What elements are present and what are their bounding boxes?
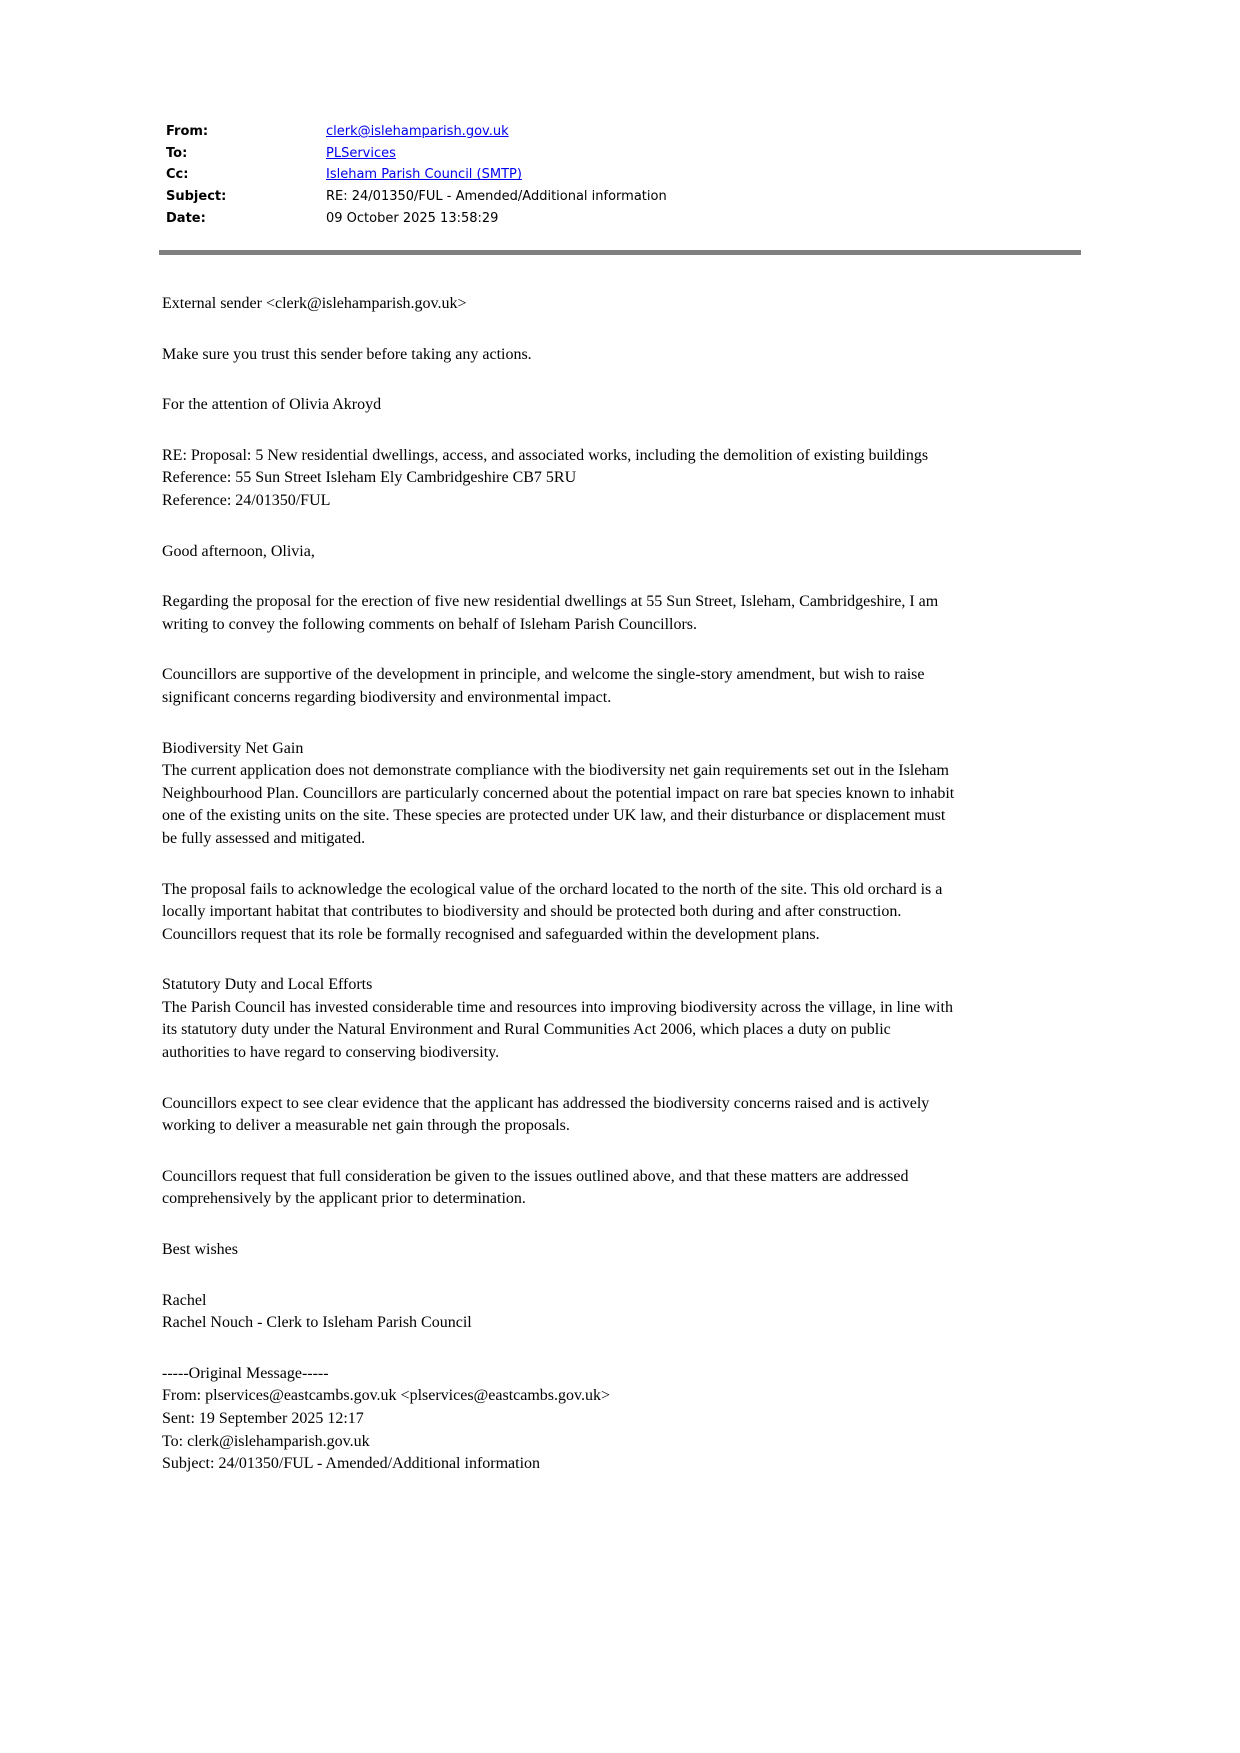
signoff-line [162, 1239, 962, 1262]
body-line: The Parish Council has invested considerable time and resources into improving biodiversity across the village, in line with its statutory duty under the Natural Environment and Rural Communities Act 2006, which places a duty on public authorities to have regard to conserving biodiversity. [162, 998, 953, 1062]
header-row-from [166, 121, 667, 143]
header-row-to [166, 143, 667, 165]
header-value-subject: RE: 24/01350/FUL - Amended/Additional information [326, 189, 667, 205]
body-paragraph [162, 591, 962, 636]
body-paragraph [162, 1093, 962, 1138]
greeting-line [162, 541, 962, 564]
header-value-to-link[interactable]: PLServices [326, 145, 396, 161]
body-line: Councillors request that full consideration be given to the issues outlined above, and that these matters are addressed comprehensively by the applicant prior to determination. [162, 1167, 909, 1208]
body-line: For the attention of Olivia Akroyd [162, 396, 382, 414]
body-line: Regarding the proposal for the erection of five new residential dwellings at 55 Sun Street, Isleham, Cambridgeshire, I am writing to convey the following comments on behalf of Isleham Parish Councillors. [162, 593, 939, 633]
section-heading: Statutory Duty and Local Efforts [162, 976, 373, 994]
original-message-block [162, 1363, 962, 1476]
header-label-from: From: [166, 124, 209, 139]
body-paragraph [162, 879, 962, 947]
body-line: Good afternoon, Olivia, [162, 542, 315, 560]
header-label-date: Date: [166, 210, 206, 226]
header-value-from-link[interactable]: clerk@islehamparish.gov.uk [326, 124, 509, 139]
header-row-date [166, 208, 667, 230]
attention-line [162, 394, 962, 417]
header-value-cc-link[interactable]: Isleham Parish Council (SMTP) [326, 167, 522, 183]
header-row-subject [166, 186, 667, 208]
header-value-date: 09 October 2025 13:58:29 [326, 210, 499, 226]
body-line: Rachel Nouch - Clerk to Isleham Parish Council [162, 1314, 472, 1332]
body-line: Best wishes [162, 1241, 238, 1259]
signature-block [162, 1290, 962, 1335]
original-message-subject: Subject: 24/01350/FUL - Amended/Additional information [162, 1455, 541, 1473]
body-line: Rachel [162, 1291, 207, 1309]
body-line: Reference: 55 Sun Street Isleham Ely Cambridgeshire CB7 5RU [162, 469, 577, 487]
header-divider [159, 250, 1081, 255]
header-label-cc: Cc: [166, 167, 189, 183]
trust-sender-warning [162, 344, 962, 367]
body-paragraph [162, 664, 962, 709]
header-row-cc [166, 164, 667, 186]
original-message-to: To: clerk@islehamparish.gov.uk [162, 1432, 370, 1450]
body-line: The current application does not demonstrate compliance with the biodiversity net gain requirements set out in the Isleham Neighbourhood Plan. Councillors are particularly concerned about the potential impact on rare bat species known to inhabit one of the existing units on the site. These species are protected under UK law, and their disturbance or displacement must be fully assessed and mitigated. [162, 762, 955, 847]
section-heading: Biodiversity Net Gain [162, 739, 304, 757]
biodiversity-net-gain-section [162, 738, 962, 851]
external-sender-warning [162, 293, 962, 316]
body-line: Reference: 24/01350/FUL [162, 491, 331, 509]
body-line: Councillors expect to see clear evidence that the applicant has addressed the biodiversity concerns raised and is actively working to deliver a measurable net gain through the proposals. [162, 1094, 930, 1135]
body-line: The proposal fails to acknowledge the ecological value of the orchard located to the north of the site. This old orchard is a locally important habitat that contributes to biodiversity and should be protected both during and after construction. Councillors request that its role be formally recognised and safeguarded within the development plans. [162, 880, 943, 943]
body-line: RE: Proposal: 5 New residential dwellings, access, and associated works, including the demolition of existing buildings [162, 446, 929, 464]
body-line: Make sure you trust this sender before taking any actions. [162, 345, 532, 363]
proposal-reference-block [162, 445, 962, 513]
original-message-sent: Sent: 19 September 2025 12:17 [162, 1410, 364, 1427]
header-label-subject: Subject: [166, 189, 227, 205]
email-body [162, 293, 962, 1476]
body-line: Councillors are supportive of the development in principle, and welcome the single-story amendment, but wish to raise significant concerns regarding biodiversity and environmental impact. [162, 666, 925, 706]
statutory-duty-section [162, 974, 962, 1064]
original-message-from: From: plservices@eastcambs.gov.uk <plservices@eastcambs.gov.uk> [162, 1387, 611, 1405]
body-paragraph [162, 1166, 962, 1211]
body-line: External sender <clerk@islehamparish.gov.uk> [162, 295, 467, 312]
original-message-separator: -----Original Message----- [162, 1364, 329, 1382]
header-label-to: To: [166, 145, 188, 161]
email-header [166, 121, 667, 230]
